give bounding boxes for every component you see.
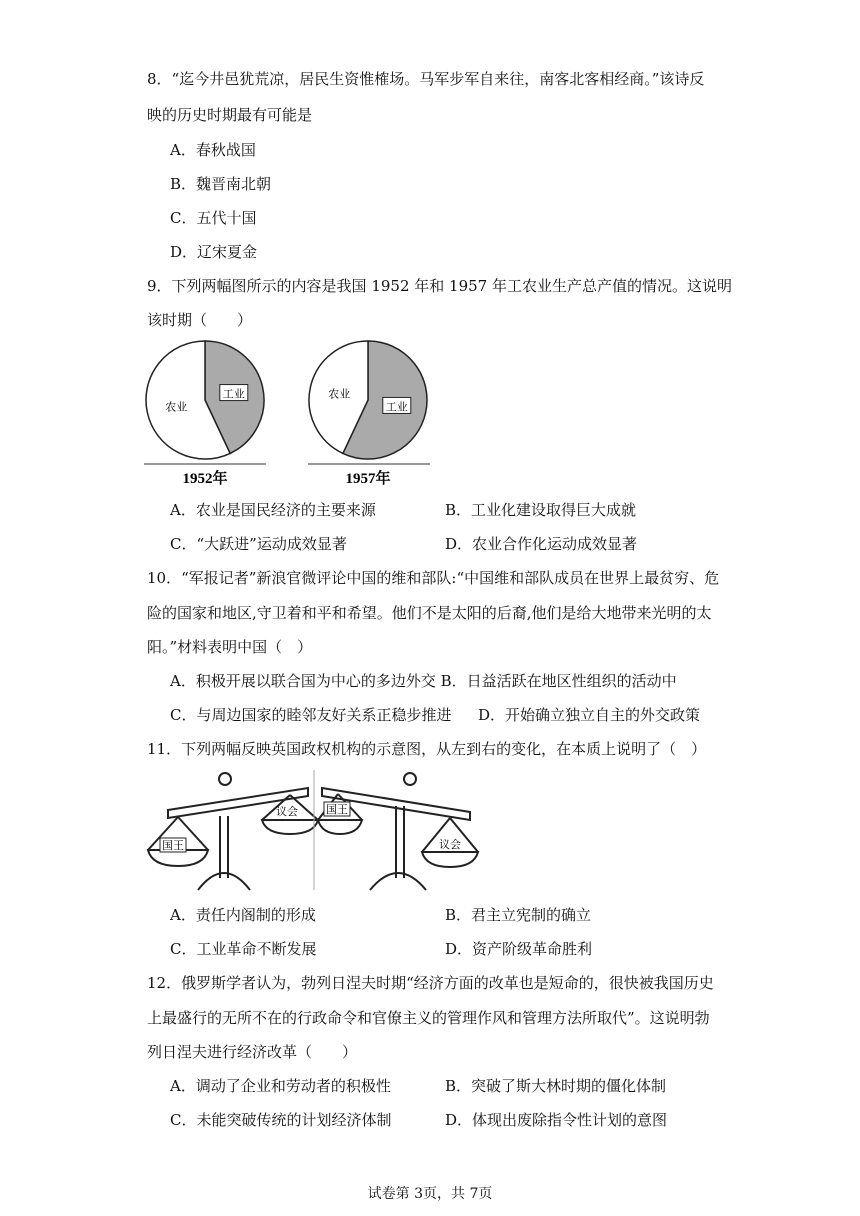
q12-stem-line2: 上最盛行的无所不在的行政命令和官僚主义的管理作风和管理方法所取代”。这说明勃 [147, 1009, 710, 1027]
left-high-label: 议会 [276, 805, 298, 818]
q9-stem-line1: 9．下列两幅图所示的内容是我国 1952 年和 1957 年工农业生产总产值的情况。这说明 [147, 277, 732, 295]
q9-stem-line2: 该时期（ ） [147, 311, 253, 329]
pie-chart-1957 [309, 341, 427, 459]
q8-option-d: D．辽宋夏金 [170, 243, 258, 261]
q11-option-d: D．资产阶级革命胜利 [445, 940, 593, 958]
left-low-label: 国王 [162, 839, 184, 852]
q8-option-a: A．春秋战国 [170, 141, 256, 159]
q12-stem-line3: 列日涅夫进行经济改革（ ） [147, 1043, 358, 1061]
pie-1957-title: 1957年 [345, 471, 391, 487]
q12-option-c: C．未能突破传统的计划经济体制 [170, 1111, 392, 1129]
q8-option-b: B．魏晋南北朝 [170, 175, 272, 193]
q10-stem-line1: 10．“军报记者”新浪官微评论中国的维和部队:“中国维和部队成员在世界上最贫穷、危 [147, 569, 720, 587]
q9-option-b: B．工业化建设取得巨大成就 [445, 501, 637, 519]
pie-label-industry: 工业 [385, 400, 408, 414]
q11-option-a: A．责任内阁制的形成 [170, 906, 316, 924]
q11-stem-line1: 11．下列两幅反映英国政权机构的示意图，从左到右的变化，在本质上说明了（ ） [147, 740, 707, 758]
left-balance-base [198, 873, 250, 890]
right-low-label: 议会 [439, 838, 461, 851]
pie-label-industry: 工业 [222, 387, 245, 401]
page-footer: 试卷第 3页，共 7页 [367, 1186, 493, 1202]
q9-option-c: C．“大跃进”运动成效显著 [170, 535, 347, 553]
q8-option-c: C．五代十国 [170, 209, 257, 227]
q8-stem-line2: 映的历史时期最有可能是 [147, 106, 313, 124]
q12-option-a: A．调动了企业和劳动者的积极性 [170, 1077, 391, 1095]
q8-stem-line1: 8．“迄今井邑犹荒凉，居民生资惟榷场。马军步军自来往，南客北客相经商。”该诗反 [147, 70, 705, 88]
right-balance-base [370, 873, 426, 890]
q11-option-c: C．工业革命不断发展 [170, 940, 317, 958]
q10-stem-line3: 阳。”材料表明中国（ ） [147, 638, 313, 656]
right-high-label: 国王 [326, 803, 348, 816]
q11-balance-diagram [140, 768, 490, 894]
q10-option-d: D．开始确立独立自主的外交政策 [478, 706, 701, 724]
pie-chart-1952 [146, 341, 264, 459]
pie-1952-title: 1952年 [182, 471, 228, 487]
left-balance-pivot [219, 773, 231, 785]
right-low-pan [422, 852, 478, 867]
pie-label-agriculture: 农业 [165, 400, 188, 414]
q12-option-b: B．突破了斯大林时期的僵化体制 [445, 1077, 667, 1095]
q10-option-c: C．与周边国家的睦邻友好关系正稳步推进 [170, 706, 452, 724]
left-high-pan [262, 820, 318, 834]
q9-option-d: D．农业合作化运动成效显著 [445, 535, 638, 553]
q9-option-a: A．农业是国民经济的主要来源 [170, 501, 376, 519]
q12-stem-line1: 12．俄罗斯学者认为，勃列日涅夫时期“经济方面的改革也是短命的，很快被我国历史 [147, 974, 714, 992]
right-high-pan [318, 820, 362, 834]
q10-stem-line2: 险的国家和地区,守卫着和平和希望。他们不是太阳的后裔,他们是给大地带来光明的太 [147, 604, 712, 622]
q9-pie-charts [140, 338, 440, 488]
q12-option-d: D．体现出废除指令性计划的意图 [445, 1111, 668, 1129]
pie-label-agriculture: 农业 [328, 387, 351, 401]
right-balance-pivot [404, 773, 416, 785]
q11-option-b: B．君主立宪制的确立 [445, 906, 592, 924]
q10-option-a-b: A．积极开展以联合国为中心的多边外交 B．日益活跃在地区性组织的活动中 [170, 672, 677, 690]
